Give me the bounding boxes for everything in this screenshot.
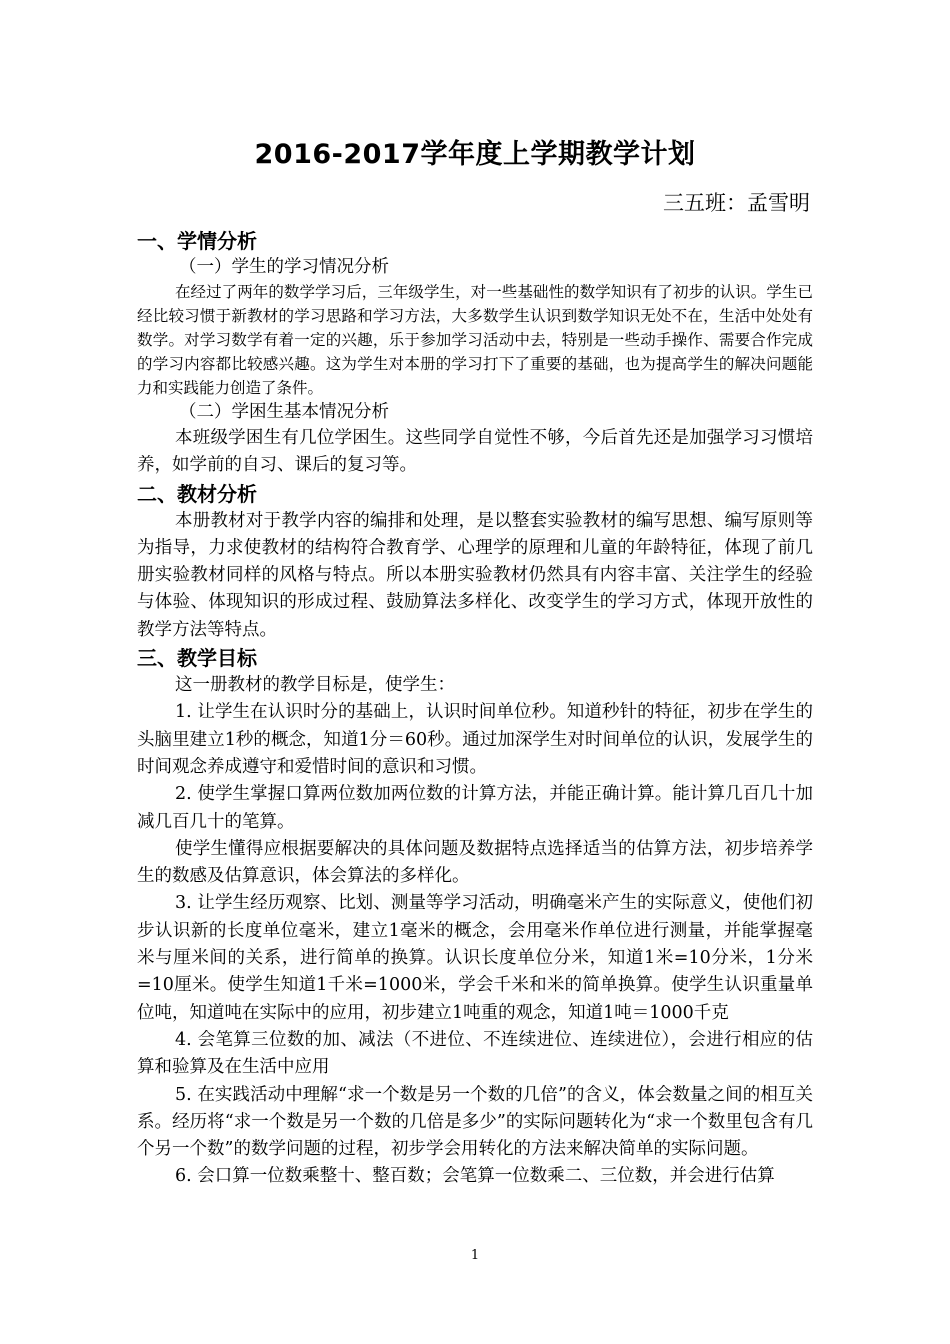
subsection-heading-struggling-students: （二）学困生基本情况分析 bbox=[179, 402, 389, 422]
paragraph-study-situation: 在经过了两年的数学学习后，三年级学生，对一些基础性的数学知识有了初步的认识。学生已经比较习惯于新教材的学习思路和学习方法，大多数学生认识到数学知识无处不在，生活中处处有数学。对学习数学有着一定的兴趣，乐于参加学习活动中去，特别是一些动手操作、需要合作完成的学习内容都比较感兴趣。这为学生对本册的学习打下了重要的基础，也为提高学生的解决问题能力和实践能力创造了条件。 bbox=[137, 283, 813, 397]
goal-item-4: 4. 会笔算三位数的加、减法（不进位、不连续进位、连续进位），会进行相应的估算和验算及在生活中应用 bbox=[137, 1029, 813, 1078]
goal-item-2-detail: 使学生懂得应根据要解决的具体问题及数据特点选择适当的估算方法，初步培养学生的数感及估算意识，体会算法的多样化。 bbox=[137, 838, 813, 887]
paragraph-struggling-students: 本班级学困生有几位学困生。这些同学自觉性不够，今后首先还是加强学习习惯培养，如学前的自习、课后的复习等。 bbox=[137, 428, 813, 476]
paragraph-textbook-analysis: 本册教材对于教学内容的编排和处理，是以整套实验教材的编写思想、编写原则等为指导，力求使教材的结构符合教育学、心理学的原理和儿童的年龄特征，体现了前几册实验教材同样的风格与特点。所以本册实验教材仍然具有内容丰富、关注学生的经验与体验、体现知识的形成过程、鼓励算法多样化、改变学生的学习方式，体现开放性的教学方法等特点。 bbox=[137, 510, 813, 640]
goal-item-3: 3. 让学生经历观察、比划、测量等学习活动，明确毫米产生的实际意义，使他们初步认识新的长度单位毫米，建立1毫米的概念，会用毫米作单位进行测量，并能掌握毫米与厘米间的关系，进行简单的换算。认识长度单位分米，知道1米=10分米，1分米=10厘米。使学生知道1千米=1000米，学会千米和米的简单换算。使学生认识重量单位吨，知道吨在实际中的应用，初步建立1吨重的观念，知道1吨＝1000千克 bbox=[137, 893, 813, 1023]
goal-item-1: 1. 让学生在认识时分的基础上，认识时间单位秒。知道秒针的特征，初步在学生的头脑里建立1秒的概念，知道1分＝60秒。通过加深学生对时间单位的认识，发展学生的时间观念养成遵守和爱惜时间的意识和习惯。 bbox=[137, 702, 813, 777]
author-line: 三五班：孟雪明 bbox=[663, 191, 810, 215]
goal-item-5: 5. 在实践活动中理解“求一个数是另一个数的几倍”的含义，体会数量之间的相互关系。经历将“求一个数是另一个数的几倍是多少”的实际问题转化为“求一个数里包含有几个另一个数”的数学问题的过程，初步学会用转化的方法来解决简单的实际问题。 bbox=[137, 1084, 813, 1160]
goal-item-2: 2. 使学生掌握口算两位数加两位数的计算方法，并能正确计算。能计算几百几十加减几百几十的笔算。 bbox=[137, 784, 813, 832]
section-heading-learning-analysis: 一、学情分析 bbox=[137, 229, 257, 253]
goal-item-6: 6. 会口算一位数乘整十、整百数；会笔算一位数乘二、三位数，并会进行估算 bbox=[175, 1166, 775, 1187]
page-number: 1 bbox=[470, 1248, 480, 1263]
subsection-heading-study-situation: （一）学生的学习情况分析 bbox=[179, 257, 389, 277]
section-heading-teaching-goals: 三、教学目标 bbox=[137, 646, 257, 671]
paragraph-goals-intro: 这一册教材的教学目标是，使学生： bbox=[175, 675, 455, 696]
document-title: 2016-2017学年度上学期教学计划 bbox=[254, 139, 696, 170]
section-heading-textbook-analysis: 二、教材分析 bbox=[137, 481, 257, 506]
document-body bbox=[137, 227, 813, 1191]
